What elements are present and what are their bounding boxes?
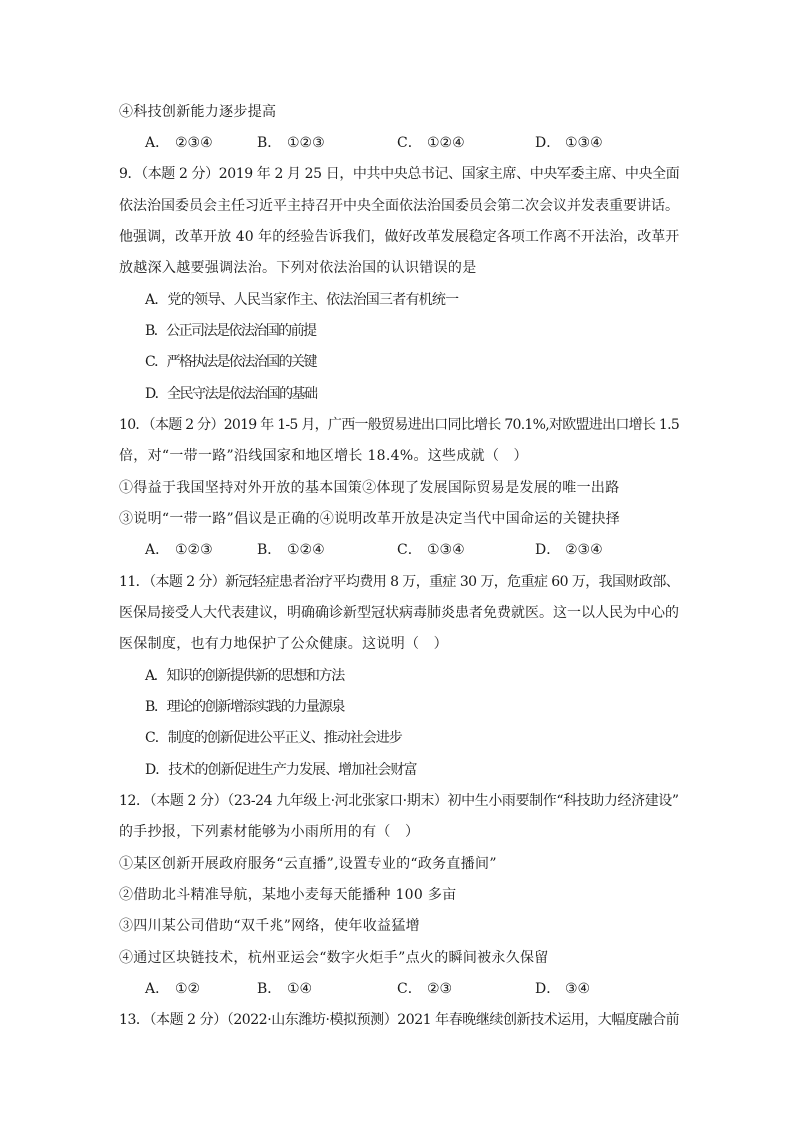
q9-stem-line-3: 他强调，改革开放 40 年的经验告诉我们，做好改革发展稳定各项工作离不开法治，改革开 bbox=[119, 229, 680, 245]
q9-stem-line-1: 9．（本题 2 分）2019 年 2 月 25 日，中共中央总书记、国家主席、中央军委主席、中央全面 bbox=[119, 166, 680, 182]
q11-stem-line-1: 11．（本题 2 分）新冠轻症患者治疗平均费用 8 万，重症 30 万，危重症 60 万，我国财政部、 bbox=[119, 574, 680, 590]
q12-option-c[interactable]: C． ②③ bbox=[397, 981, 453, 997]
q10-statements-1: ①得益于我国坚持对外开放的基本国策②体现了发展国际贸易是发展的唯一出路 bbox=[119, 480, 620, 496]
q12-statement-3: ③四川某公司借助“双千兆”网络，使年收益猛增 bbox=[119, 918, 420, 934]
q8-option-a[interactable]: A． ②③④ bbox=[145, 135, 213, 151]
q10-stem-line-2: 倍，对“一带一路”沿线国家和地区增长 18.4%。这些成就（ ） bbox=[119, 448, 528, 464]
q12-statement-1: ①某区创新开展政府服务“云直播”,设置专业的“政务直播间” bbox=[119, 856, 497, 872]
q11-option-b[interactable]: B．理论的创新增添实践的力量源泉 bbox=[145, 699, 345, 715]
q9-stem-line-4: 放越深入越要强调法治。下列对依法治国的认识错误的是 bbox=[119, 260, 477, 276]
q12-option-a[interactable]: A． ①② bbox=[145, 981, 201, 997]
q12-option-b[interactable]: B． ①④ bbox=[257, 981, 313, 997]
q10-option-c[interactable]: C． ①③④ bbox=[397, 542, 465, 558]
q11-option-d[interactable]: D．技术的创新促进生产力发展、增加社会财富 bbox=[145, 762, 417, 778]
q10-statements-2: ③说明“一带一路”倡议是正确的④说明改革开放是决定当代中国命运的关键抉择 bbox=[119, 511, 621, 527]
q12-statement-4: ④通过区块链技术，杭州亚运会“数字火炬手”点火的瞬间被永久保留 bbox=[119, 950, 549, 966]
q8-option-b[interactable]: B． ①②③ bbox=[257, 135, 325, 151]
q10-stem-line-1: 10．（本题 2 分）2019 年 1-5 月，广西一般贸易进出口同比增长 70.1%,对欧盟进出口增长 1.5 bbox=[119, 417, 680, 433]
q12-option-d[interactable]: D． ③④ bbox=[535, 981, 591, 997]
q10-option-a[interactable]: A． ①②③ bbox=[145, 542, 213, 558]
q10-option-d[interactable]: D． ②③④ bbox=[535, 542, 603, 558]
q9-option-c[interactable]: C．严格执法是依法治国的关键 bbox=[145, 354, 316, 370]
q9-option-d[interactable]: D．全民守法是依法治国的基础 bbox=[145, 386, 317, 402]
q10-option-b[interactable]: B． ①②④ bbox=[257, 542, 325, 558]
q9-option-b[interactable]: B．公正司法是依法治国的前提 bbox=[145, 323, 316, 339]
q12-stem-line-1: 12．（本题 2 分）（23-24 九年级上·河北张家口·期末）初中生小雨要制作“科技助力经济建设” bbox=[119, 793, 679, 809]
q12-stem-line-2: 的手抄报，下列素材能够为小雨所用的有（ ） bbox=[119, 824, 420, 840]
q9-stem-line-2: 依法治国委员会主任习近平主持召开中央全面依法治国委员会第二次会议并发表重要讲话。 bbox=[119, 198, 679, 214]
q12-statement-2: ②借助北斗精准导航，某地小麦每天能播种 100 多亩 bbox=[119, 887, 457, 903]
q8-option-d[interactable]: D． ①③④ bbox=[535, 135, 603, 151]
q12-options bbox=[145, 979, 665, 999]
q11-stem-line-3: 医保制度，也有力地保护了公众健康。这说明（ ） bbox=[119, 636, 448, 652]
q11-option-a[interactable]: A．知识的创新提供新的思想和方法 bbox=[145, 668, 344, 684]
q10-options bbox=[145, 540, 665, 560]
q8-option-c[interactable]: C． ①②④ bbox=[397, 135, 465, 151]
q11-option-c[interactable]: C．制度的创新促进公平正义、推动社会进步 bbox=[145, 730, 402, 746]
q11-stem-line-2: 医保局接受人大代表建议，明确确诊新型冠状病毒肺炎患者免费就医。这一以人民为中心的 bbox=[119, 605, 679, 621]
q9-option-a[interactable]: A．党的领导、人民当家作主、依法治国三者有机统一 bbox=[145, 292, 459, 308]
q8-statement-4: ④科技创新能力逐步提高 bbox=[119, 104, 277, 120]
q8-options bbox=[145, 133, 665, 153]
q13-stem-line-1: 13．（本题 2 分）（2022·山东潍坊·模拟预测）2021 年春晚继续创新技术运用，大幅度融合前 bbox=[119, 1012, 680, 1028]
